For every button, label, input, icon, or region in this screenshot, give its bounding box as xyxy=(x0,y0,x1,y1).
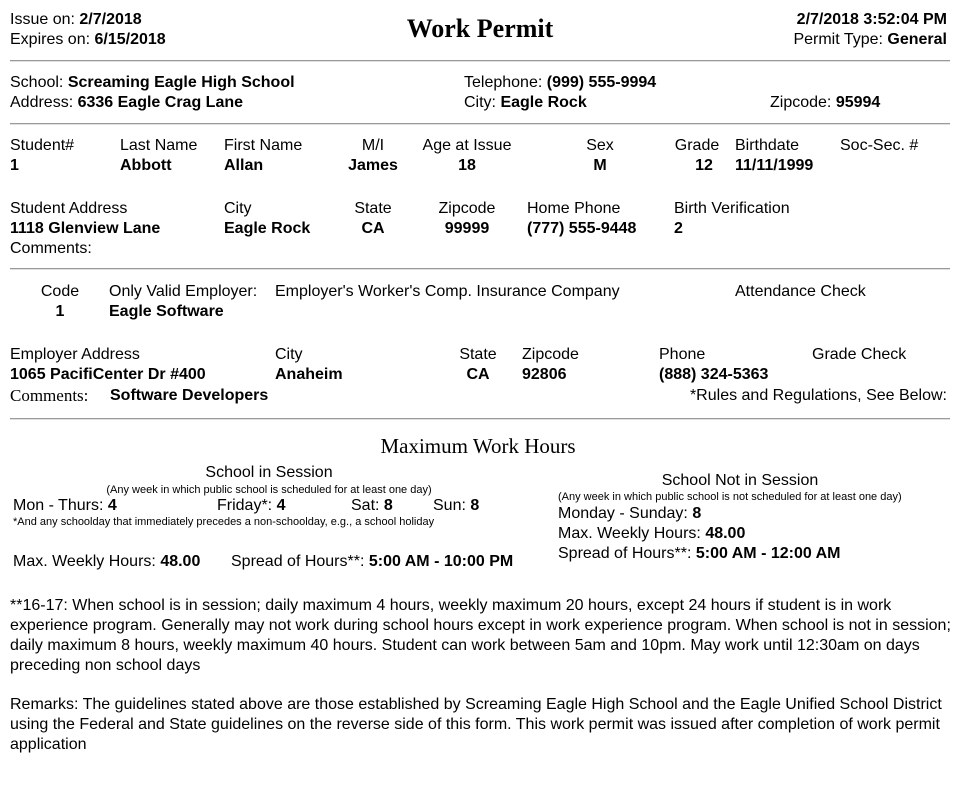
not-in-session-spread: 5:00 AM - 12:00 AM xyxy=(695,545,841,562)
school-telephone: (999) 555-9994 xyxy=(546,74,657,91)
not-in-session-spread-line xyxy=(558,544,841,563)
student-zipcode-label: Zipcode xyxy=(438,200,496,217)
mon-sun-line xyxy=(558,504,701,523)
grade-check-label: Grade Check xyxy=(812,346,907,363)
permit-type: General xyxy=(887,31,947,48)
employer-zipcode-label: Zipcode xyxy=(522,346,579,363)
first-name-label: First Name xyxy=(224,137,303,154)
employer-code-label: Code xyxy=(40,283,80,300)
student-address: 1118 Glenview Lane xyxy=(10,220,161,237)
school-city: Eagle Rock xyxy=(500,94,587,111)
employer-code: 1 xyxy=(55,303,65,320)
sex-label: Sex xyxy=(586,137,614,154)
mon-thurs-label: Mon - Thurs: xyxy=(13,497,104,514)
issue-date-line xyxy=(10,10,142,29)
grade: 12 xyxy=(695,157,713,174)
middle-initial-label: M/I xyxy=(361,137,385,154)
friday-label: Friday*: xyxy=(217,497,273,514)
permit-type-line xyxy=(793,30,947,49)
page-title: Work Permit xyxy=(406,14,554,43)
school-city-line xyxy=(464,93,587,112)
friday-line xyxy=(217,496,285,515)
employer-address: 1065 PacifiCenter Dr #400 xyxy=(10,366,206,383)
school-zipcode-line xyxy=(770,93,880,112)
sun-label: Sun: xyxy=(433,497,466,514)
in-session-weekly-hours: 48.00 xyxy=(160,553,201,570)
in-session-footnote: *And any schoolday that immediately precedes a non-schoolday, e.g., a school holiday xyxy=(13,516,435,528)
employer-zipcode: 92806 xyxy=(522,366,567,383)
spread-label: Spread of Hours**: xyxy=(231,553,365,570)
sat-label: Sat: xyxy=(351,497,380,514)
not-in-session-weekly-hours: 48.00 xyxy=(705,525,746,542)
divider xyxy=(10,123,950,125)
employer-state-label: State xyxy=(459,346,497,363)
expires-date-line xyxy=(10,30,166,49)
middle-name: James xyxy=(348,157,398,174)
divider xyxy=(10,418,950,420)
sun-hours: 8 xyxy=(470,497,480,514)
rules-note: *Rules and Regulations, See Below: xyxy=(689,387,947,404)
weekly-hours-label: Max. Weekly Hours: xyxy=(558,525,701,542)
issue-label: Issue on: xyxy=(10,11,75,28)
employer-state: CA xyxy=(466,366,490,383)
employer-name: Eagle Software xyxy=(109,303,224,320)
grade-label: Grade xyxy=(674,137,720,154)
age-at-issue: 18 xyxy=(458,157,476,174)
employer-address-label: Employer Address xyxy=(10,346,140,363)
expires-label: Expires on: xyxy=(10,31,91,48)
issue-datetime: 2/7/2018 3:52:04 PM xyxy=(796,11,947,28)
employer-phone-label: Phone xyxy=(659,346,706,363)
last-name: Abbott xyxy=(120,157,172,174)
student-comments-label: Comments: xyxy=(10,240,92,257)
not-in-session-heading: School Not in Session xyxy=(661,472,819,489)
school-zipcode: 95994 xyxy=(835,94,881,111)
in-session-heading: School in Session xyxy=(205,464,333,481)
student-number-label: Student# xyxy=(10,137,75,154)
mon-thurs-hours: 4 xyxy=(107,497,117,514)
mon-thurs-line xyxy=(13,496,117,515)
last-name-label: Last Name xyxy=(120,137,198,154)
mon-sun-hours: 8 xyxy=(692,505,702,522)
employer-city: Anaheim xyxy=(275,366,343,383)
telephone-label: Telephone: xyxy=(464,74,543,91)
student-zipcode: 99999 xyxy=(444,220,490,237)
first-name: Allan xyxy=(224,157,264,174)
address-label: Address: xyxy=(10,94,74,111)
age-label: Age at Issue xyxy=(422,137,512,154)
in-session-spread: 5:00 AM - 10:00 PM xyxy=(368,553,514,570)
home-phone-label: Home Phone xyxy=(527,200,621,217)
only-valid-employer-label: Only Valid Employer: xyxy=(109,283,258,300)
insurance-company-label: Employer's Worker's Comp. Insurance Company xyxy=(275,283,620,300)
in-session-note: (Any week in which public school is scheduled for at least one day) xyxy=(106,484,432,496)
age-rule-note: **16-17: When school is in session; daily maximum 4 hours, weekly maximum 20 hours, except 24 hours if student is in work experience program. Generally may not work during school hours except in work experience program. When school is not in session; daily maximum 8 hours, weekly maximum 40 hours. Student can work between 5am and 10pm. May work until 12:30am on days preceding non school days xyxy=(10,597,951,674)
permit-type-label: Permit Type: xyxy=(793,31,883,48)
student-city-label: City xyxy=(224,200,252,217)
birth-verification: 2 xyxy=(674,220,683,237)
divider xyxy=(10,268,950,270)
max-hours-title: Maximum Work Hours xyxy=(380,434,576,458)
school-address: 6336 Eagle Crag Lane xyxy=(77,94,244,111)
school-name: Screaming Eagle High School xyxy=(67,74,295,91)
employer-comments: Software Developers xyxy=(110,387,269,404)
in-session-spread-line xyxy=(231,552,513,571)
birthdate-label: Birthdate xyxy=(735,137,800,154)
employer-phone: (888) 324-5363 xyxy=(659,366,769,383)
spread-label: Spread of Hours**: xyxy=(558,545,692,562)
in-session-weekly-line xyxy=(13,552,200,571)
employer-comments-label: Comments: xyxy=(10,386,89,405)
school-label: School: xyxy=(10,74,64,91)
school-name-line xyxy=(10,73,295,92)
sat-line xyxy=(351,496,393,515)
sex: M xyxy=(593,157,607,174)
student-address-label: Student Address xyxy=(10,200,128,217)
not-in-session-weekly-line xyxy=(558,524,745,543)
attendance-check-label: Attendance Check xyxy=(735,283,866,300)
student-state-label: State xyxy=(354,200,392,217)
divider xyxy=(10,60,950,62)
not-in-session-note: (Any week in which public school is not scheduled for at least one day) xyxy=(558,491,902,503)
student-city: Eagle Rock xyxy=(224,220,311,237)
school-telephone-line xyxy=(464,73,656,92)
school-address-line xyxy=(10,93,243,112)
weekly-hours-label: Max. Weekly Hours: xyxy=(13,553,156,570)
friday-hours: 4 xyxy=(276,497,286,514)
expires-date: 6/15/2018 xyxy=(94,31,166,48)
sat-hours: 8 xyxy=(383,497,393,514)
mon-sun-label: Monday - Sunday: xyxy=(558,505,688,522)
ssn-label: Soc-Sec. # xyxy=(840,137,919,154)
zipcode-label: Zipcode: xyxy=(770,94,832,111)
remarks: Remarks: The guidelines stated above are those established by Screaming Eagle High School and the Eagle Unified School District using the Federal and State guidelines on the reverse side of this form. This work permit was issued after completion of work permit application xyxy=(10,696,942,753)
sun-line xyxy=(433,496,479,515)
birth-verification-label: Birth Verification xyxy=(674,200,790,217)
home-phone: (777) 555-9448 xyxy=(527,220,637,237)
birthdate: 11/11/1999 xyxy=(735,157,814,174)
city-label: City: xyxy=(464,94,496,111)
student-state: CA xyxy=(361,220,385,237)
employer-city-label: City xyxy=(275,346,303,363)
issue-date: 2/7/2018 xyxy=(79,11,142,28)
student-number: 1 xyxy=(10,157,19,174)
